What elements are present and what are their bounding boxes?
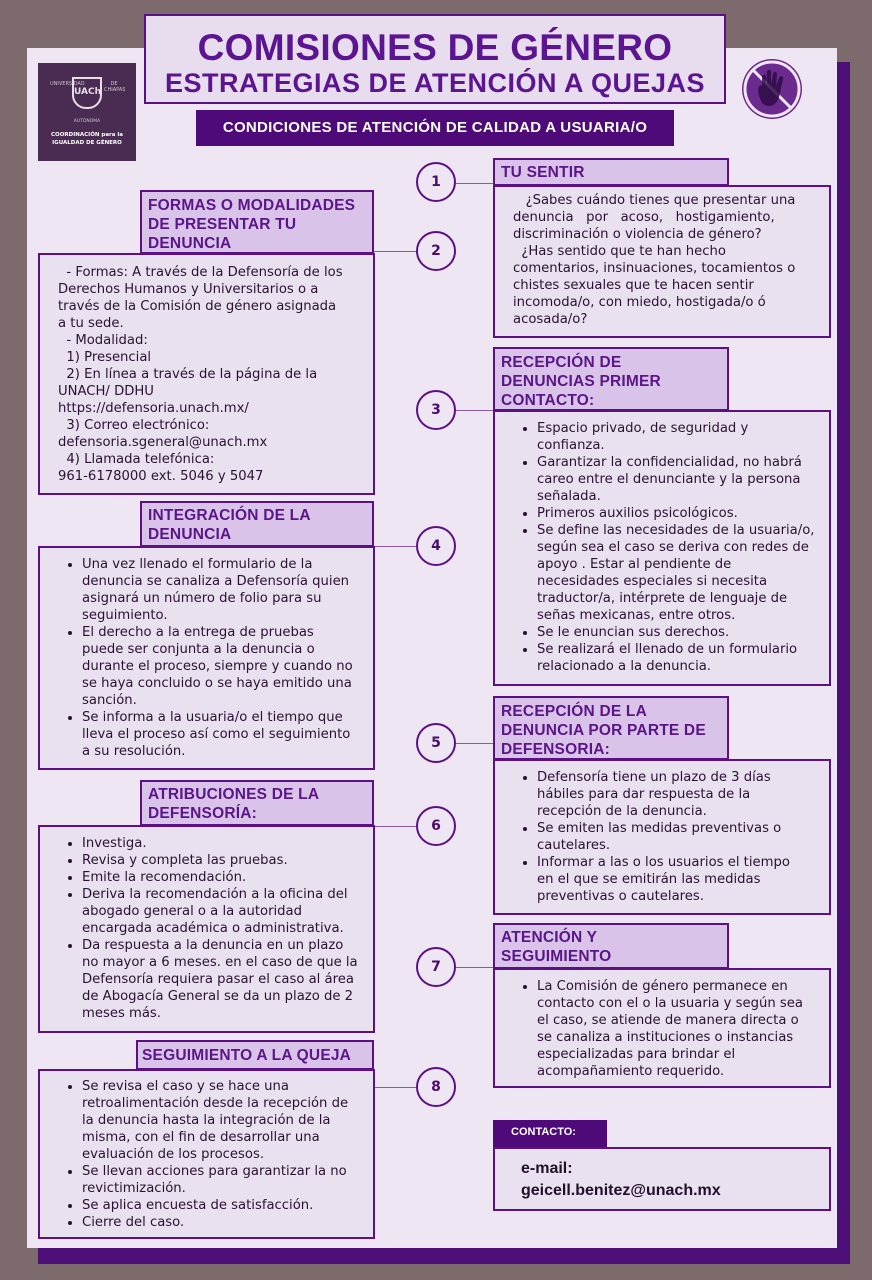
connector-1 xyxy=(456,183,494,184)
connector-3 xyxy=(456,410,494,411)
formas-line: través de la Comisión de género asignada xyxy=(58,299,337,314)
formas-line: 4) Llamada telefónica: xyxy=(58,452,215,467)
recepcion-defensoria-heading-line: DEFENSORIA: xyxy=(501,741,610,758)
formas-line: 2) En línea a través de la página de la xyxy=(58,367,318,382)
step-circle-3: 3 xyxy=(416,390,456,430)
formas-box xyxy=(38,253,375,495)
tu-sentir-heading: TU SENTIR xyxy=(493,158,729,186)
logo-coordination-text xyxy=(38,131,136,147)
contact-label: CONTACTO: xyxy=(493,1120,607,1148)
list-item: • Investiga. xyxy=(82,835,363,852)
list-item: • Se le enuncian sus derechos. xyxy=(537,624,817,641)
list-item: • Se emiten las medidas preventivas o cautelares. xyxy=(537,820,805,854)
integracion-heading-line: INTEGRACIÓN DE LA xyxy=(148,507,311,524)
recepcion-primer-box xyxy=(493,410,831,686)
formas-line: 3) Correo electrónico: xyxy=(58,418,210,433)
atribuciones-heading xyxy=(140,780,374,826)
list-item: • Se llevan acciones para garantizar la no revictimización. xyxy=(82,1163,361,1197)
step-circle-8: 8 xyxy=(416,1067,456,1107)
list-item: • El derecho a la entrega de pruebas puede ser conjunta a la denuncia o durante el proceso, siempre y cuando no se haya concluido o se haya emitido una sanción. xyxy=(82,624,359,709)
integracion-heading-line: DENUNCIA xyxy=(148,526,232,543)
atribuciones-box xyxy=(38,825,375,1033)
formas-heading-line: DE PRESENTAR TU xyxy=(148,216,297,233)
formas-line: UNACH/ DDHU xyxy=(58,384,154,399)
university-logo xyxy=(38,63,136,161)
list-item: • Se aplica encuesta de satisfacción. xyxy=(82,1197,361,1214)
logo-coord-line2: IGUALDAD DE GÉNERO xyxy=(52,140,122,146)
atencion-heading-line: ATENCIÓN Y xyxy=(501,929,598,946)
tu-sentir-line: discriminación o violencia de género? xyxy=(513,227,762,242)
step-circle-1: 1 xyxy=(416,162,456,202)
logo-right-text: DE CHIAPAS xyxy=(104,81,126,93)
recepcion-primer-heading-line: DENUNCIAS PRIMER xyxy=(501,373,661,390)
formas-line: 1) Presencial xyxy=(58,350,152,365)
list-item: • Da respuesta a la denuncia en un plazo no mayor a 6 meses. en el caso de que la Defensoría requiera pasar el caso al área de Abogacía General se da un plazo de 2 meses más. xyxy=(82,937,363,1022)
formas-heading-line: DENUNCIA xyxy=(148,235,232,252)
step-circle-2: 2 xyxy=(416,231,456,271)
email-label: e-mail: xyxy=(521,1160,573,1177)
seguimiento-box xyxy=(38,1069,375,1239)
connector-2 xyxy=(374,251,416,252)
list-item: • Espacio privado, de seguridad y confianza. xyxy=(537,420,817,454)
atribuciones-heading-line: ATRIBUCIONES DE LA xyxy=(148,786,320,803)
tu-sentir-line: ¿Has sentido que te han hecho xyxy=(513,244,726,259)
connector-4 xyxy=(374,546,416,547)
list-item: • Revisa y completa las pruebas. xyxy=(82,852,363,869)
formas-line: a tu sede. xyxy=(58,316,124,331)
recepcion-primer-heading xyxy=(493,347,729,411)
formas-line: defensoria.sgeneral@unach.mx xyxy=(58,435,268,450)
formas-line: - Formas: A través de la Defensoría de los xyxy=(58,265,343,280)
main-title: COMISIONES DE GÉNERO xyxy=(197,27,673,68)
contact-box xyxy=(493,1147,831,1211)
recepcion-primer-heading-line: CONTACTO: xyxy=(501,392,595,409)
atencion-heading xyxy=(493,923,729,969)
tu-sentir-line: acosada/o? xyxy=(513,312,588,327)
list-item: • Emite la recomendación. xyxy=(82,869,363,886)
integracion-heading xyxy=(140,501,374,547)
list-item: • Se revisa el caso y se hace una retroalimentación desde la recepción de la denuncia hasta la integración de la misma, con el fin de desarrollar una evaluación de los procesos. xyxy=(82,1078,361,1163)
list-item: • Deriva la recomendación a la oficina del abogado general o a la autoridad encargada académica o administrativa. xyxy=(82,886,363,937)
title-banner xyxy=(144,14,726,104)
tu-sentir-line: denuncia por acoso, hostigamiento, xyxy=(513,210,775,225)
tu-sentir-line: chistes sexuales que te hacen sentir xyxy=(513,278,754,293)
list-item: • La Comisión de género permanece en contacto con el o la usuaria y según sea el caso, se atiende de manera directa o se canaliza a instituciones o instancias especializadas para brindar el acompañamiento requerido. xyxy=(537,978,817,1080)
step-circle-7: 7 xyxy=(416,947,456,987)
formas-heading-line: FORMAS O MODALIDADES xyxy=(148,197,356,214)
atencion-box xyxy=(493,968,831,1088)
connector-8 xyxy=(374,1087,416,1088)
list-item: • Primeros auxilios psicológicos. xyxy=(537,505,817,522)
seguimiento-heading: SEGUIMIENTO A LA QUEJA xyxy=(136,1040,374,1070)
recepcion-primer-heading-line: RECEPCIÓN DE xyxy=(501,354,622,371)
recepcion-defensoria-heading-line: DENUNCIA POR PARTE DE xyxy=(501,722,706,739)
logo-coord-line1: COORDINACIÓN para la xyxy=(51,132,123,138)
tu-sentir-line: ¿Sabes cuándo tienes que presentar una xyxy=(513,193,796,208)
recepcion-defensoria-box xyxy=(493,759,831,915)
step-circle-4: 4 xyxy=(416,526,456,566)
tu-sentir-line: comentarios, insinuaciones, tocamientos o xyxy=(513,261,796,276)
list-item: • Se informa a la usuaria/o el tiempo que lleva el proceso así como el seguimiento a su resolución. xyxy=(82,709,359,760)
tu-sentir-line: incomoda/o, con miedo, hostigada/o ó xyxy=(513,295,766,310)
connector-6 xyxy=(374,826,416,827)
crest-icon: UACh xyxy=(72,77,102,109)
list-item: • Informar a las o los usuarios el tiempo en el que se emitirán las medidas preventivas o cautelares. xyxy=(537,854,805,905)
connector-5 xyxy=(456,743,494,744)
list-item: • Una vez llenado el formulario de la denuncia se canaliza a Defensoría quien asignará un número de folio para su seguimiento. xyxy=(82,556,359,624)
connector-7 xyxy=(456,967,494,968)
formas-heading xyxy=(140,190,374,254)
atencion-heading-line: SEGUIMIENTO xyxy=(501,948,612,965)
tu-sentir-box xyxy=(493,185,831,338)
list-item: • Cierre del caso. xyxy=(82,1214,361,1231)
list-item: • Se define las necesidades de la usuaria/o, según sea el caso se deriva con redes de apoyo . Estar al pendiente de necesidades especiales si necesita traductor/a, intérprete de lenguaje de señas mexicanas, entre otros. xyxy=(537,522,817,624)
subtitle-banner: CONDICIONES DE ATENCIÓN DE CALIDAD A USUARIA/O xyxy=(196,110,674,146)
atribuciones-heading-line: DEFENSORÍA: xyxy=(148,805,257,822)
recepcion-defensoria-heading xyxy=(493,696,729,760)
integracion-box xyxy=(38,546,375,770)
step-circle-6: 6 xyxy=(416,806,456,846)
step-circle-5: 5 xyxy=(416,723,456,763)
secondary-title: ESTRATEGIAS DE ATENCIÓN A QUEJAS xyxy=(164,68,706,98)
email-address[interactable]: geicell.benitez@unach.mx xyxy=(521,1182,721,1199)
stop-hand-icon xyxy=(742,59,802,119)
formas-line: Derechos Humanos y Universitarios o a xyxy=(58,282,319,297)
logo-left-text: UNIVERSIDAD xyxy=(50,81,85,87)
logo-small-text: AUTÓNOMA xyxy=(73,119,101,124)
list-item: • Defensoría tiene un plazo de 3 días hábiles para dar respuesta de la recepción de la denuncia. xyxy=(537,769,805,820)
recepcion-defensoria-heading-line: RECEPCIÓN DE LA xyxy=(501,703,647,720)
formas-line: 961-6178000 ext. 5046 y 5047 xyxy=(58,469,264,484)
formas-line: https://defensoria.unach.mx/ xyxy=(58,401,249,416)
formas-line: - Modalidad: xyxy=(58,333,148,348)
list-item: • Se realizará el llenado de un formulario relacionado a la denuncia. xyxy=(537,641,817,675)
list-item: • Garantizar la confidencialidad, no habrá careo entre el denunciante y la persona señalada. xyxy=(537,454,817,505)
